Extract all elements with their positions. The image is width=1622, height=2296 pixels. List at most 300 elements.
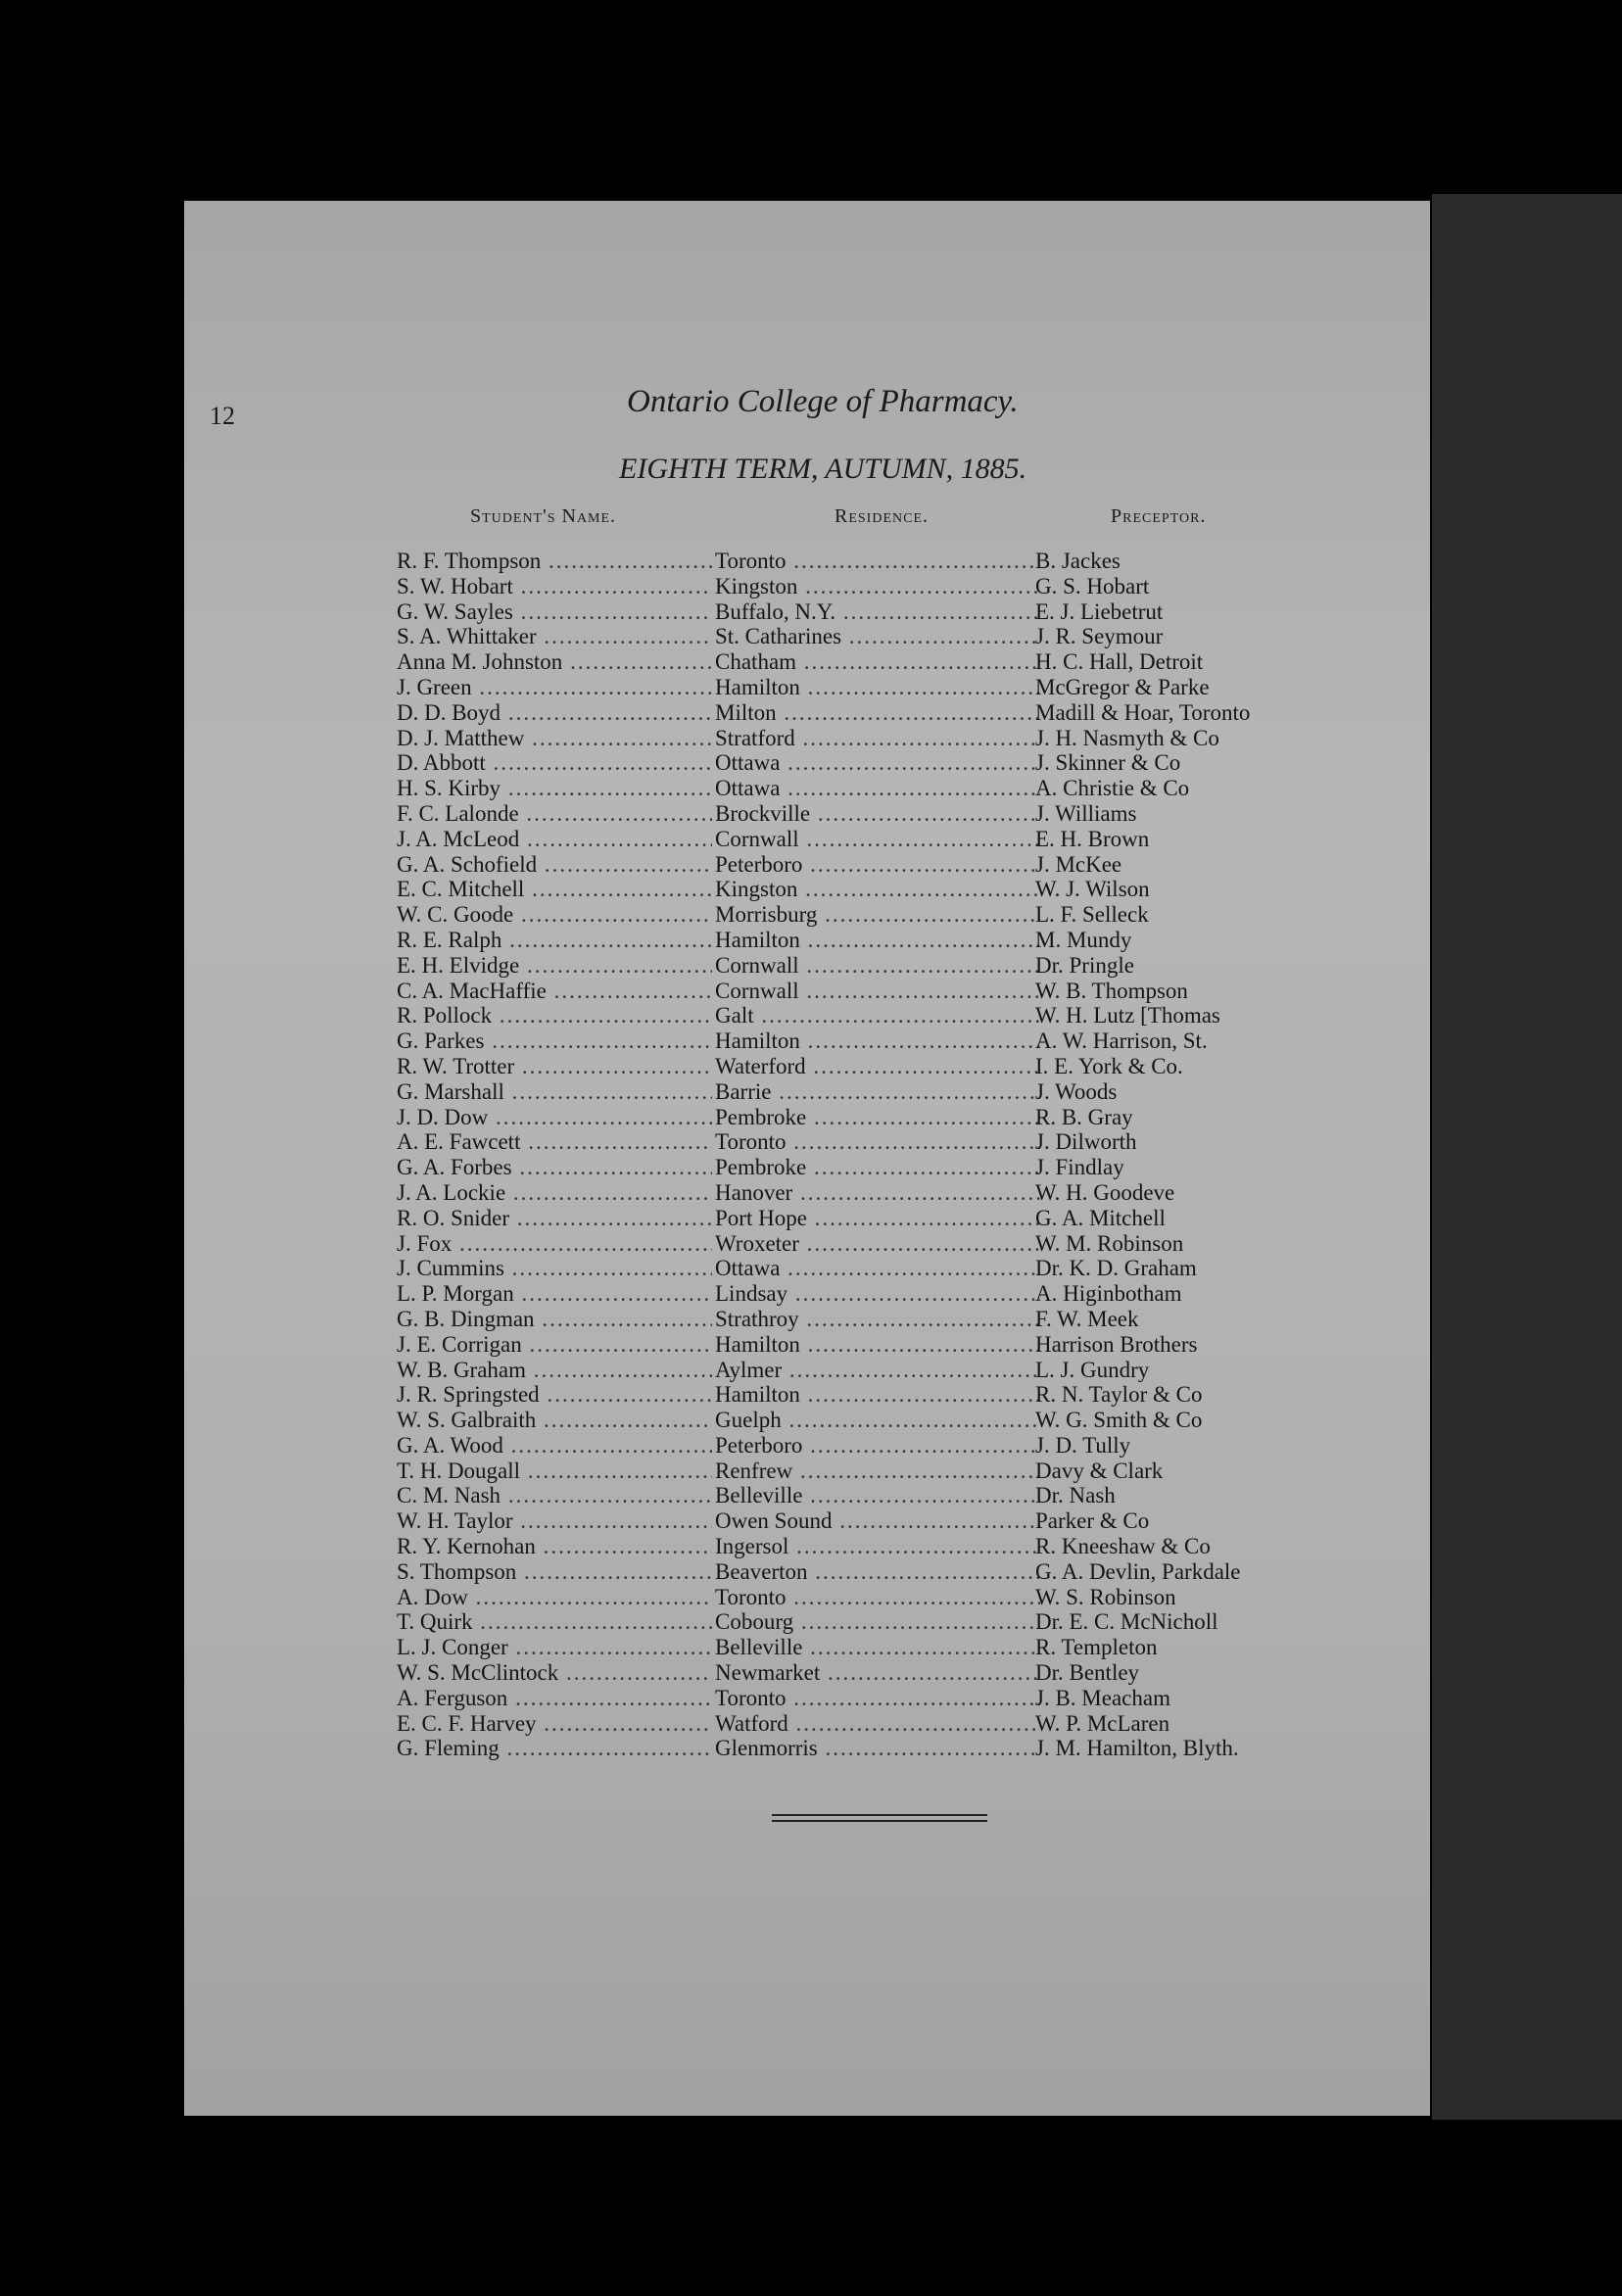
student-name-cell (397, 827, 712, 852)
leader-dots (547, 979, 712, 1003)
student-name: E. C. Mitchell (397, 877, 525, 902)
table-row (397, 852, 1337, 878)
residence-cell (715, 1231, 1040, 1257)
leader-dots (472, 675, 712, 699)
preceptor: W. S. Robinson (1035, 1584, 1176, 1609)
leader-dots (807, 1206, 1040, 1230)
leader-dots (508, 1635, 712, 1659)
residence-cell (715, 1206, 1040, 1231)
residence-cell (715, 1155, 1040, 1180)
student-name: G. Fleming (397, 1736, 500, 1761)
preceptor: W. B. Thompson (1035, 978, 1188, 1003)
student-name-cell (397, 574, 712, 599)
leader-dots (754, 1003, 1040, 1028)
residence: Guelph (715, 1408, 782, 1433)
preceptor: A. W. Harrison, St. (1035, 1028, 1208, 1054)
residence: Ottawa (715, 1256, 781, 1281)
leader-dots (540, 1382, 712, 1407)
student-name: S. W. Hobart (397, 573, 513, 598)
residence-cell (715, 827, 1040, 852)
residence-cell (715, 675, 1040, 700)
preceptor: Parker & Co (1035, 1508, 1150, 1534)
residence-cell (715, 1686, 1040, 1711)
student-name: D. Abbott (397, 750, 486, 776)
student-name-cell (397, 1332, 712, 1358)
residence: Belleville (715, 1483, 803, 1508)
leader-dots (787, 1585, 1041, 1609)
preceptor-cell (1035, 1408, 1202, 1433)
student-name: C. M. Nash (397, 1483, 501, 1508)
leader-dots (800, 1332, 1040, 1357)
student-name-cell (397, 1459, 712, 1484)
running-head: Ontario College of Pharmacy. (627, 384, 1019, 419)
preceptor: Dr. Pringle (1035, 952, 1134, 978)
preceptor: J. B. Meacham (1035, 1685, 1170, 1710)
leader-dots (537, 624, 712, 648)
student-name: G. A. Forbes (397, 1155, 512, 1180)
leader-dots (802, 1433, 1040, 1458)
table-row (397, 1736, 1337, 1761)
student-name: D. J. Matthew (397, 725, 525, 750)
student-name: R. F. Thompson (397, 549, 542, 573)
student-name-cell (397, 675, 712, 700)
preceptor-cell (1035, 675, 1210, 700)
table-row (397, 1206, 1337, 1231)
leader-dots (526, 1358, 712, 1382)
residence: Toronto (715, 1584, 787, 1609)
student-name: W. C. Goode (397, 902, 514, 928)
table-row (397, 1660, 1337, 1686)
preceptor: G. A. Mitchell (1035, 1205, 1166, 1230)
preceptor: W. G. Smith & Co (1035, 1408, 1203, 1433)
student-name: A. Dow (397, 1584, 468, 1609)
preceptor-cell (1035, 700, 1250, 726)
leader-dots (800, 1028, 1040, 1053)
residence-cell (715, 1609, 1040, 1635)
table-row (397, 1054, 1337, 1079)
residence-cell (715, 1711, 1040, 1737)
residence-cell (715, 574, 1040, 599)
leader-dots (820, 1660, 1040, 1685)
table-row (397, 1609, 1337, 1635)
residence: Aylmer (715, 1357, 783, 1382)
leader-dots (513, 1508, 713, 1533)
preceptor-cell (1035, 1129, 1137, 1155)
residence: Hamilton (715, 674, 800, 699)
student-name-cell (397, 726, 712, 751)
student-name: W. B. Graham (397, 1357, 527, 1382)
leader-dots (473, 1609, 712, 1634)
residence-cell (715, 549, 1040, 574)
student-name-cell (397, 1105, 712, 1130)
residence: Strathroy (715, 1306, 799, 1331)
leader-dots (505, 1180, 712, 1205)
student-name-cell (397, 953, 712, 979)
leader-dots (558, 1660, 712, 1685)
preceptor: I. E. York & Co. (1035, 1053, 1183, 1078)
leader-dots (504, 1079, 712, 1104)
student-name: J. D. Dow (397, 1104, 489, 1129)
preceptor: J. D. Tully (1035, 1432, 1131, 1458)
leader-dots (792, 1180, 1040, 1205)
residence: Morrisburg (715, 902, 818, 928)
residence: Cornwall (715, 978, 799, 1003)
residence-cell (715, 1585, 1040, 1610)
table-row (397, 649, 1337, 675)
preceptor-cell (1035, 852, 1121, 878)
table-row (397, 1585, 1337, 1610)
student-name-cell (397, 1559, 712, 1585)
leader-dots (537, 852, 712, 877)
student-name: L. P. Morgan (397, 1281, 514, 1307)
table-row (397, 1559, 1337, 1585)
preceptor: R. Kneeshaw & Co (1035, 1534, 1211, 1559)
residence: Barrie (715, 1078, 772, 1104)
student-name: J. Cummins (397, 1256, 504, 1281)
leader-dots (500, 1736, 712, 1760)
residence: Cobourg (715, 1609, 794, 1635)
leader-dots (802, 1635, 1040, 1659)
preceptor-cell (1035, 1054, 1183, 1079)
student-name-cell (397, 1079, 712, 1105)
student-name: G. B. Dingman (397, 1306, 535, 1331)
residence-cell (715, 1660, 1040, 1686)
leader-dots (452, 1231, 712, 1256)
preceptor: J. Skinner & Co (1035, 750, 1181, 776)
preceptor: Madill & Hoar, Toronto (1035, 699, 1251, 725)
student-name-cell (397, 902, 712, 928)
residence: Hamilton (715, 1028, 800, 1054)
table-row (397, 1105, 1337, 1130)
preceptor: Harrison Brothers (1035, 1331, 1198, 1357)
leader-dots (507, 1686, 712, 1710)
student-name-cell (397, 1155, 712, 1180)
student-name: R. E. Ralph (397, 927, 502, 952)
preceptor-cell (1035, 1660, 1139, 1686)
leader-dots (524, 877, 712, 901)
preceptor: J. R. Seymour (1035, 624, 1164, 649)
leader-dots (504, 1256, 712, 1280)
preceptor-cell (1035, 1206, 1166, 1231)
preceptor-cell (1035, 1635, 1157, 1660)
preceptor-cell (1035, 1686, 1170, 1711)
preceptor-cell (1035, 1105, 1133, 1130)
table-row (397, 1635, 1337, 1660)
residence: Kingston (715, 877, 798, 902)
leader-dots (799, 953, 1040, 978)
residence: Chatham (715, 649, 797, 675)
table-row (397, 726, 1337, 751)
table-row (397, 776, 1337, 801)
residence: Pembroke (715, 1104, 807, 1129)
leader-dots (501, 928, 712, 952)
table-row (397, 1686, 1337, 1711)
student-name: E. C. F. Harvey (397, 1710, 537, 1736)
preceptor-cell (1035, 979, 1188, 1004)
table-row (397, 599, 1337, 625)
preceptor-cell (1035, 1534, 1211, 1559)
residence: Cornwall (715, 826, 799, 851)
student-name: R. Pollock (397, 1003, 493, 1028)
preceptor-cell (1035, 902, 1149, 928)
student-name-cell (397, 1534, 712, 1559)
leader-dots (537, 1711, 712, 1736)
residence-cell (715, 1433, 1040, 1459)
preceptor: L. F. Selleck (1035, 902, 1149, 928)
preceptor: W. H. Lutz [Thomas (1035, 1003, 1220, 1028)
residence: Beaverton (715, 1558, 808, 1584)
residence-cell (715, 928, 1040, 953)
residence: Belleville (715, 1635, 803, 1660)
student-name-cell (397, 1609, 712, 1635)
table-row (397, 1711, 1337, 1737)
page-number: 12 (210, 402, 235, 430)
student-name: R. O. Snider (397, 1205, 509, 1230)
table-row (397, 1332, 1337, 1358)
preceptor-cell (1035, 1358, 1149, 1383)
table-row (397, 953, 1337, 979)
table-row (397, 801, 1337, 827)
student-name-cell (397, 549, 712, 574)
residence: Toronto (715, 1129, 787, 1155)
table-row (397, 1358, 1337, 1383)
residence-cell (715, 1534, 1040, 1559)
residence: Buffalo, N.Y. (715, 598, 836, 624)
residence: Peterboro (715, 851, 803, 877)
table-row (397, 1231, 1337, 1257)
preceptor-cell (1035, 1508, 1149, 1534)
preceptor-cell (1035, 1003, 1220, 1028)
preceptor-cell (1035, 877, 1150, 902)
residence: Hamilton (715, 927, 800, 952)
student-name-cell (397, 1433, 712, 1459)
student-name: F. C. Lalonde (397, 800, 519, 826)
table-row (397, 1483, 1337, 1508)
residence-cell (715, 1382, 1040, 1408)
student-name: E. H. Elvidge (397, 952, 520, 978)
table-row (397, 877, 1337, 902)
residence-cell (715, 1129, 1040, 1155)
residence: Milton (715, 699, 777, 725)
student-name-cell (397, 1054, 712, 1079)
leader-dots (780, 750, 1040, 775)
table-row (397, 1281, 1337, 1307)
student-name-cell (397, 1585, 712, 1610)
residence: Peterboro (715, 1432, 803, 1458)
student-name-cell (397, 1281, 712, 1307)
leader-dots (780, 1256, 1040, 1280)
student-name-cell (397, 877, 712, 902)
residence-cell (715, 624, 1040, 649)
preceptor: G. S. Hobart (1035, 573, 1150, 598)
leader-dots (492, 1003, 712, 1028)
preceptor-cell (1035, 1180, 1174, 1206)
preceptor: B. Jackes (1035, 549, 1121, 573)
leader-dots (787, 549, 1041, 573)
leader-dots (519, 827, 712, 851)
column-header-name: Student's Name. (470, 505, 617, 527)
leader-dots (536, 1408, 712, 1432)
leader-dots (509, 1206, 712, 1230)
leader-dots (513, 574, 712, 598)
preceptor: A. Higinbotham (1035, 1281, 1182, 1307)
leader-dots (513, 599, 712, 624)
preceptor-cell (1035, 1559, 1241, 1585)
student-name: J. Green (397, 674, 472, 699)
residence-cell (715, 801, 1040, 827)
leader-dots (796, 649, 1040, 674)
leader-dots (514, 1281, 712, 1306)
student-name: T. Quirk (397, 1609, 473, 1635)
table-row (397, 624, 1337, 649)
residence-cell (715, 852, 1040, 878)
table-row (397, 1459, 1337, 1484)
leader-dots (793, 1609, 1040, 1634)
preceptor: R. B. Gray (1035, 1104, 1133, 1129)
student-name: W. S. Galbraith (397, 1408, 537, 1433)
residence-cell (715, 979, 1040, 1004)
student-name: R. Y. Kernohan (397, 1534, 536, 1559)
leader-dots (513, 902, 712, 927)
residence-cell (715, 1483, 1040, 1508)
student-name-cell (397, 1307, 712, 1332)
leader-dots (562, 649, 712, 674)
student-name: C. A. MacHaffie (397, 978, 547, 1003)
preceptor: Dr. E. C. McNicholl (1035, 1609, 1218, 1635)
preceptor-cell (1035, 1307, 1139, 1332)
preceptor-cell (1035, 1231, 1183, 1257)
residence: Waterford (715, 1053, 806, 1078)
student-name: D. D. Boyd (397, 699, 501, 725)
student-name-cell (397, 1660, 712, 1686)
preceptor-cell (1035, 928, 1131, 953)
student-name-cell (397, 1408, 712, 1433)
leader-dots (795, 726, 1040, 750)
residence: Brockville (715, 800, 811, 826)
leader-dots (802, 852, 1040, 877)
residence-cell (715, 1332, 1040, 1358)
residence-cell (715, 599, 1040, 625)
preceptor: J. Dilworth (1035, 1129, 1137, 1155)
student-name: J. A. Lockie (397, 1179, 506, 1205)
table-row (397, 574, 1337, 599)
table-row (397, 675, 1337, 700)
leader-dots (501, 1483, 712, 1507)
preceptor-cell (1035, 1028, 1208, 1054)
student-name-cell (397, 1129, 712, 1155)
residence-cell (715, 877, 1040, 902)
term-title: EIGHTH TERM, AUTUMN, 1885. (619, 453, 1027, 485)
leader-dots (488, 1105, 712, 1129)
preceptor-cell (1035, 1459, 1163, 1484)
residence: St. Catharines (715, 624, 842, 649)
residence: Ingersol (715, 1534, 789, 1559)
preceptor-cell (1035, 776, 1189, 801)
student-name-cell (397, 599, 712, 625)
leader-dots (780, 776, 1040, 800)
table-row (397, 1408, 1337, 1433)
leader-dots (514, 1054, 712, 1078)
table-row (397, 827, 1337, 852)
table-row (397, 549, 1337, 574)
leader-dots (800, 1382, 1040, 1407)
student-name-cell (397, 624, 712, 649)
residence-cell (715, 1635, 1040, 1660)
leader-dots (501, 700, 712, 725)
student-name-cell (397, 1635, 712, 1660)
leader-dots (799, 827, 1040, 851)
preceptor-cell (1035, 624, 1163, 649)
preceptor: J. Woods (1035, 1078, 1118, 1104)
leader-dots (832, 1508, 1040, 1533)
leader-dots (792, 1459, 1040, 1483)
leader-dots (808, 1559, 1040, 1584)
leader-dots (818, 1736, 1040, 1760)
preceptor: J. M. Hamilton, Blyth. (1035, 1736, 1239, 1761)
leader-dots (787, 1281, 1040, 1306)
table-row (397, 1180, 1337, 1206)
residence: Wroxeter (715, 1230, 799, 1256)
student-name-cell (397, 1711, 712, 1737)
student-name: W. S. McClintock (397, 1660, 559, 1686)
preceptor: G. A. Devlin, Parkdale (1035, 1558, 1241, 1584)
residence: Glenmorris (715, 1736, 818, 1761)
table-row (397, 1433, 1337, 1459)
residence: Cornwall (715, 952, 799, 978)
student-name-cell (397, 700, 712, 726)
student-name-cell (397, 1180, 712, 1206)
preceptor-cell (1035, 801, 1136, 827)
column-header-preceptor: Preceptor. (1111, 505, 1207, 527)
table-row (397, 750, 1337, 776)
closing-rule-top (772, 1814, 987, 1816)
student-name-cell (397, 801, 712, 827)
leader-dots (799, 979, 1040, 1003)
leader-dots (771, 1079, 1040, 1104)
preceptor-cell (1035, 1382, 1202, 1408)
student-name-cell (397, 1028, 712, 1054)
residence: Newmarket (715, 1660, 821, 1686)
student-name: G. A. Wood (397, 1432, 503, 1458)
leader-dots (535, 1307, 712, 1331)
preceptor-cell (1035, 1332, 1197, 1358)
leader-dots (512, 1155, 712, 1179)
table-row (397, 1256, 1337, 1281)
residence-cell (715, 953, 1040, 979)
leader-dots (800, 928, 1040, 952)
residence: Toronto (715, 1685, 787, 1710)
student-list (397, 549, 1337, 1761)
preceptor: R. Templeton (1035, 1635, 1158, 1660)
residence: Toronto (715, 549, 787, 573)
table-row (397, 1155, 1337, 1180)
student-name: G. A. Schofield (397, 851, 538, 877)
residence-cell (715, 1358, 1040, 1383)
preceptor: J. Findlay (1035, 1155, 1124, 1180)
preceptor: J. H. Nasmyth & Co (1035, 725, 1219, 750)
student-name-cell (397, 750, 712, 776)
residence-cell (715, 726, 1040, 751)
column-header-residence: Residence. (835, 505, 930, 527)
leader-dots (541, 549, 712, 573)
preceptor: W. P. McLaren (1035, 1710, 1170, 1736)
leader-dots (806, 1054, 1040, 1078)
residence: Port Hope (715, 1205, 807, 1230)
preceptor: Dr. Bentley (1035, 1660, 1140, 1686)
preceptor: F. W. Meek (1035, 1306, 1139, 1331)
residence-cell (715, 1281, 1040, 1307)
residence-cell (715, 1180, 1040, 1206)
